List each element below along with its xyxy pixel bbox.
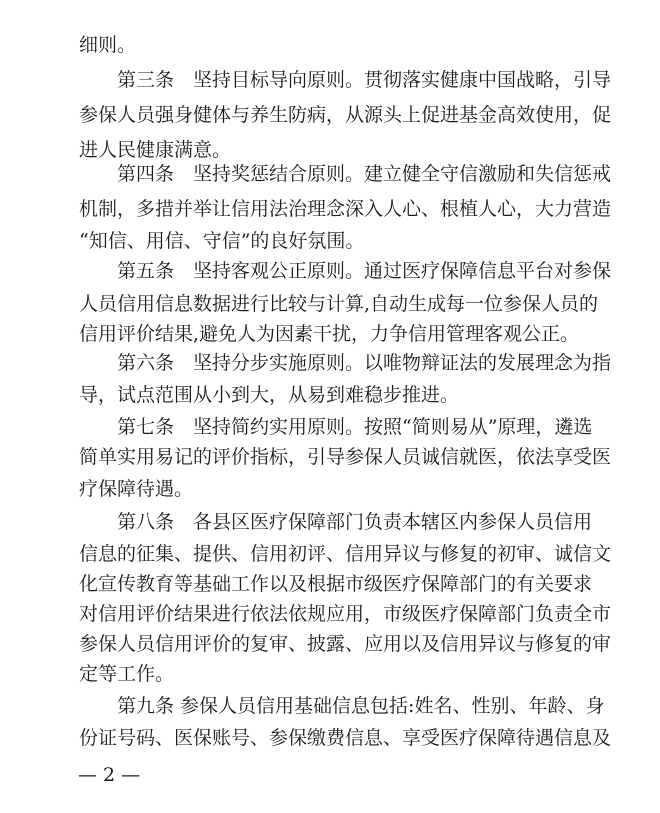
text-line: 导，试点范围从小到大，从易到难稳步推进。 [79,384,460,406]
text-line: 信息的征集、提供、信用初评、信用异议与修复的初审、诚信文 [79,543,612,565]
text-line: 定等工作。 [79,663,175,685]
text-line: 化宣传教育等基础工作以及根据市级医疗保障部门的有关要求 [79,573,593,595]
text-line: 参保人员信用评价的复审、披露、应用以及信用异议与修复的审 [79,633,612,655]
text-line: 机制，多措并举让信用法治理念深入人心、根植人心，大力营造 [79,198,612,220]
article-8-heading-line: 第八条 各县区医疗保障部门负责本辖区内参保人员信用 [117,511,593,533]
text-line: 份证号码、医保账号、参保缴费信息、享受医疗保障待遇信息及 [79,727,612,749]
article-5-heading-line: 第五条 坚持客观公正原则。通过医疗保障信息平台对参保 [117,260,612,282]
text-line: 细则。 [79,34,137,56]
article-7-heading-line: 第七条 坚持简约实用原则。按照“简则易从”原理，遴选 [117,416,593,438]
text-line: 疗保障待遇。 [79,478,194,500]
text-line: 参保人员强身健体与养生防病，从源头上促进基金高效使用，促 [79,104,612,126]
text-line: 对信用评价结果进行依法依规应用，市级医疗保障部门负责全市 [79,603,612,625]
text-line: 简单实用易记的评价指标，引导参保人员诚信就医，依法享受医 [79,446,612,468]
article-3-heading-line: 第三条 坚持目标导向原则。贯彻落实健康中国战略，引导 [117,69,612,91]
text-line: 信用评价结果,避免人为因素干扰，力争信用管理客观公正。 [79,323,580,345]
article-6-heading-line: 第六条 坚持分步实施原则。以唯物辩证法的发展理念为指 [117,352,612,374]
page-number: — 2 — [78,764,141,786]
text-line: 进人民健康满意。 [79,139,232,161]
article-9-heading-line: 第九条 参保人员信用基础信息包括:姓名、性别、年龄、身 [117,695,605,717]
text-line: “知信、用信、守信”的良好氛围。 [79,230,365,252]
text-line: 人员信用信息数据进行比较与计算,自动生成每一位参保人员的 [79,293,599,315]
article-4-heading-line: 第四条 坚持奖惩结合原则。建立健全守信激励和失信惩戒 [117,163,612,185]
